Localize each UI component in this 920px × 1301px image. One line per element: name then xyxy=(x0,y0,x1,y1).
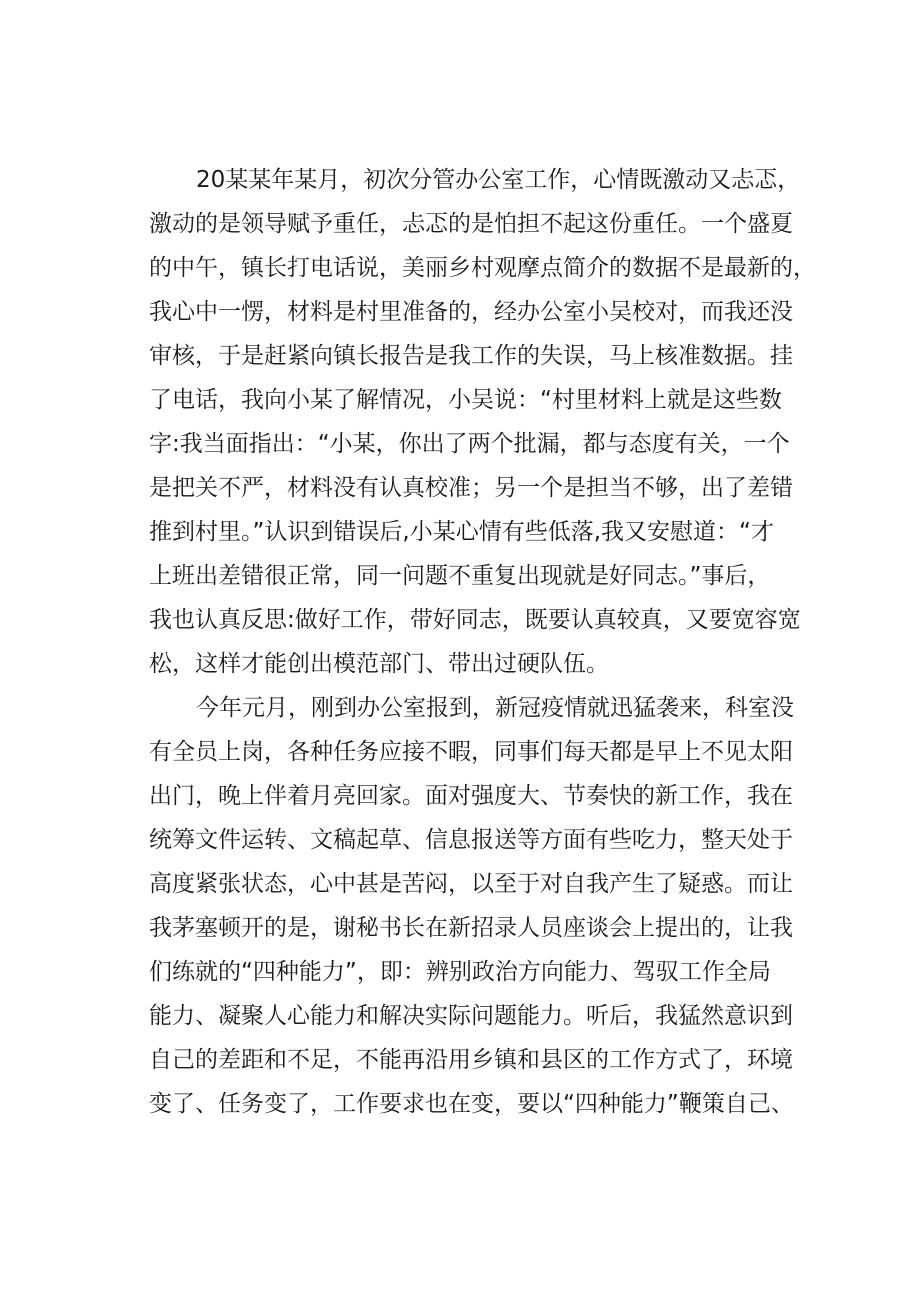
paragraph-1-line-1: 20某某年某月，初次分管办公室工作，心情既激动又忐忑， xyxy=(196,167,801,193)
paragraph-2-line-9: 自己的差距和不足，不能再沿用乡镇和县区的工作方式了，环境 xyxy=(149,1047,793,1073)
paragraph-1-line-7: 字:我当面指出：“小某，你出了两个批漏，都与态度有关，一个 xyxy=(149,431,790,457)
paragraph-2-line-2: 有全员上岗，各种任务应接不暇，同事们每天都是早上不见太阳 xyxy=(149,739,793,765)
paragraph-2-line-10: 变了、任务变了，工作要求也在变，要以“四种能力”鞭策自己、 xyxy=(149,1091,794,1117)
paragraph-2-line-3: 出门，晚上伴着月亮回家。面对强度大、节奏快的新工作，我在 xyxy=(149,783,793,809)
paragraph-1-line-10: 上班出差错很正常，同一问题不重复出现就是好同志。”事后， xyxy=(149,563,771,589)
paragraph-1-line-3: 的中午，镇长打电话说，美丽乡村观摩点简介的数据不是最新的， xyxy=(149,255,816,281)
paragraph-2-line-1: 今年元月，刚到办公室报到，新冠疫情就迅猛袭来，科室没 xyxy=(196,695,794,721)
paragraph-1-line-12: 松，这样才能创出模范部门、带出过硬队伍。 xyxy=(149,651,609,677)
paragraph-2-line-4: 统筹文件运转、文稿起草、信息报送等方面有些吃力，整天处于 xyxy=(149,827,793,853)
paragraph-1-line-4: 我心中一愣，材料是村里准备的，经办公室小吴校对，而我还没 xyxy=(149,299,793,325)
paragraph-1-line-11: 我也认真反思:做好工作，带好同志，既要认真较真，又要宽容宽 xyxy=(149,607,801,633)
paragraph-2-line-8: 能力、凝聚人心能力和解决实际问题能力。听后，我猛然意识到 xyxy=(149,1003,793,1029)
paragraph-1-line-5: 审核，于是赶紧向镇长报告是我工作的失误，马上核准数据。挂 xyxy=(149,343,793,369)
paragraph-2-line-7: 们练就的“四种能力”，即：辨别政治方向能力、驾驭工作全局 xyxy=(149,959,771,985)
paragraph-2-line-5: 高度紧张状态，心中甚是苦闷，以至于对自我产生了疑惑。而让 xyxy=(149,871,793,897)
paragraph-1-line-2: 激动的是领导赋予重任，忐忑的是怕担不起这份重任。一个盛夏 xyxy=(149,211,793,237)
paragraph-1-line-6: 了电话，我向小某了解情况，小吴说：“村里材料上就是这些数 xyxy=(149,387,782,413)
paragraph-1-line-8: 是把关不严，材料没有认真校准；另一个是担当不够，出了差错 xyxy=(149,475,793,501)
paragraph-1-line-9: 推到村里。”认识到错误后,小某心情有些低落,我又安慰道：“才 xyxy=(149,519,774,545)
paragraph-2-line-6: 我茅塞顿开的是，谢秘书长在新招录人员座谈会上提出的，让我 xyxy=(149,915,793,941)
